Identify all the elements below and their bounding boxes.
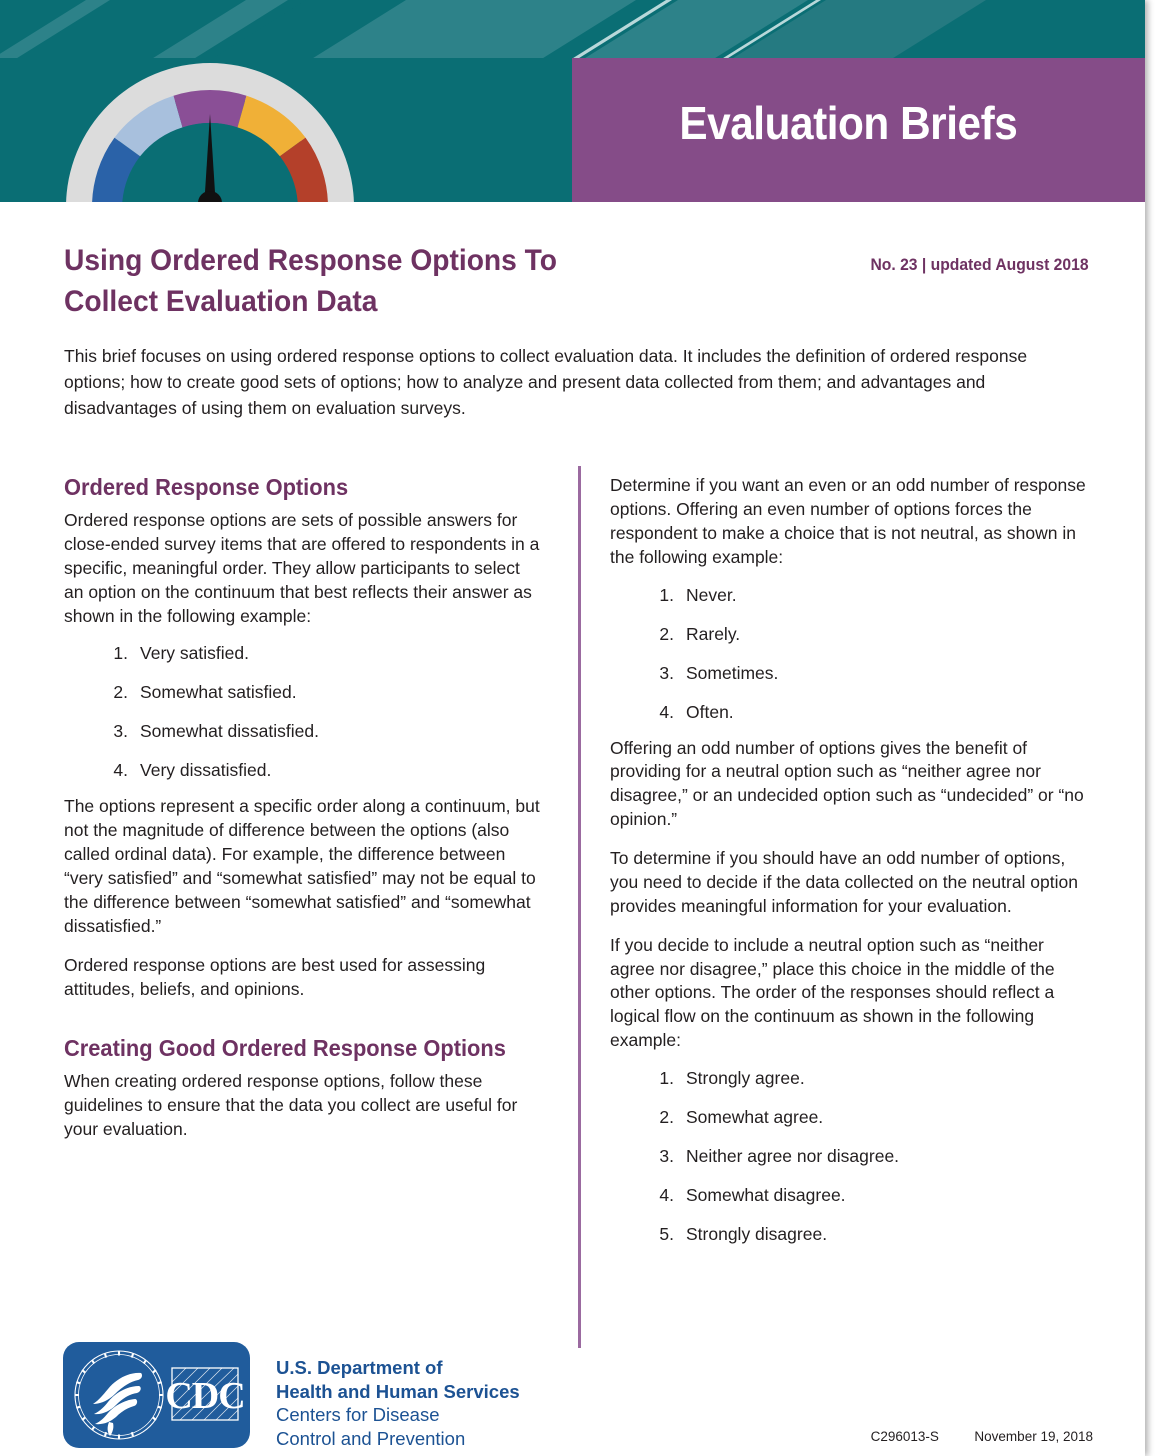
hhs-line-3: Centers for Disease xyxy=(276,1404,440,1426)
column-divider xyxy=(578,466,581,1348)
list-item: Somewhat satisfied. xyxy=(140,682,297,703)
paragraph-determine-odd-number: To determine if you should have an odd number of options, you need to decide if the data collected on the neutral option provides meaningful information for your evaluation. xyxy=(610,848,1078,916)
section-heading-ordered-response-options: Ordered Response Options xyxy=(64,474,349,500)
masthead-title: Evaluation Briefs xyxy=(679,97,1017,149)
issue-number-label: No. 23 | updated August 2018 xyxy=(870,256,1089,274)
cdc-hhs-logo xyxy=(63,1342,250,1448)
paragraph-best-used-for: Ordered response options are best used for assessing attitudes, beliefs, and opinions. xyxy=(64,954,486,999)
list-item: Never. xyxy=(686,584,737,605)
hhs-line-2: Health and Human Services xyxy=(276,1380,520,1402)
gauge-meter-icon xyxy=(62,57,358,202)
cdc-wordmark xyxy=(165,1368,244,1420)
list-item: Somewhat agree. xyxy=(686,1107,824,1127)
list-item: Somewhat dissatisfied. xyxy=(140,721,319,742)
stripe xyxy=(0,0,174,58)
list-item: Sometimes. xyxy=(686,662,779,683)
list-item: Rarely. xyxy=(686,623,741,644)
paragraph-neutral-option-placement: If you decide to include a neutral option such as “neither agree nor disagree,” place this choice in the middle of the other options. The order of the responses should reflect a logical flow on the continuum as shown in the following example: xyxy=(610,934,1055,1051)
list-item: Strongly disagree. xyxy=(686,1224,828,1244)
list-item: Somewhat disagree. xyxy=(686,1185,846,1205)
page-title: Using Ordered Response Options To Collect Evaluation Data xyxy=(64,244,558,319)
list-item: Very dissatisfied. xyxy=(140,760,272,781)
diagonal-stripe-decoration xyxy=(0,0,1145,58)
section-heading-creating-good-options: Creating Good Ordered Response Options xyxy=(64,1035,506,1062)
paragraph-ordinal-data: The options represent a specific order along a continuum, but not the magnitude of difference between the options (also called ordinal data). For example, the difference between “very satisfied” and “somewhat satisfied” may not be equal to the difference between “somewhat satisfied” and “somewhat dissatisfied.” xyxy=(64,796,540,936)
list-item: Strongly agree. xyxy=(686,1068,805,1088)
hhs-line-4: Control and Prevention xyxy=(276,1428,466,1450)
left-column xyxy=(64,474,542,1157)
list-item: Often. xyxy=(686,701,734,722)
list-item: Very satisfied. xyxy=(140,643,249,664)
masthead-banner xyxy=(0,0,1145,202)
hhs-agency-text xyxy=(276,1356,520,1451)
publication-date: November 19, 2018 xyxy=(974,1429,1093,1444)
page-footer xyxy=(0,1330,1145,1456)
agreement-options-list xyxy=(610,1068,1088,1245)
publication-meta xyxy=(871,1429,1093,1444)
abstract-paragraph: This brief focuses on using ordered response options to collect evaluation data. It includes the definition of ordered response options; how to create good sets of options; how to analyze and present data collected from them; and advantages and disadvantages of using them on evaluation surveys. xyxy=(64,346,1028,418)
list-item: Neither agree nor disagree. xyxy=(686,1146,900,1166)
svg-text:CDC: CDC xyxy=(165,1375,245,1417)
paragraph-odd-number-benefit: Offering an odd number of options gives the benefit of providing for a neutral option such as “neither agree nor disagree,” or an undecided option such as “undecided” or “no opinion.” xyxy=(610,737,1084,830)
hhs-seal-icon xyxy=(75,1351,163,1439)
right-column xyxy=(610,474,1088,1259)
paragraph-guidelines: When creating ordered response options, follow these guidelines to ensure that the data you collect are useful for your evaluation. xyxy=(64,1071,518,1140)
satisfaction-options-list xyxy=(64,643,542,781)
frequency-options-list xyxy=(610,585,1088,723)
hhs-line-1: U.S. Department of xyxy=(276,1357,443,1378)
paragraph-definition: Ordered response options are sets of possible answers for close-ended survey items that are offered to respondents in a specific, meaningful order. They allow participants to select an option on the continuum that best reflects their answer as shown in the following example: xyxy=(64,510,540,626)
paragraph-even-or-odd: Determine if you want an even or an odd number of response options. Offering an even number of options forces the respondent to make a choice that is not neutral, as shown in the following example: xyxy=(610,475,1086,567)
publication-code: C296013-S xyxy=(870,1429,939,1444)
